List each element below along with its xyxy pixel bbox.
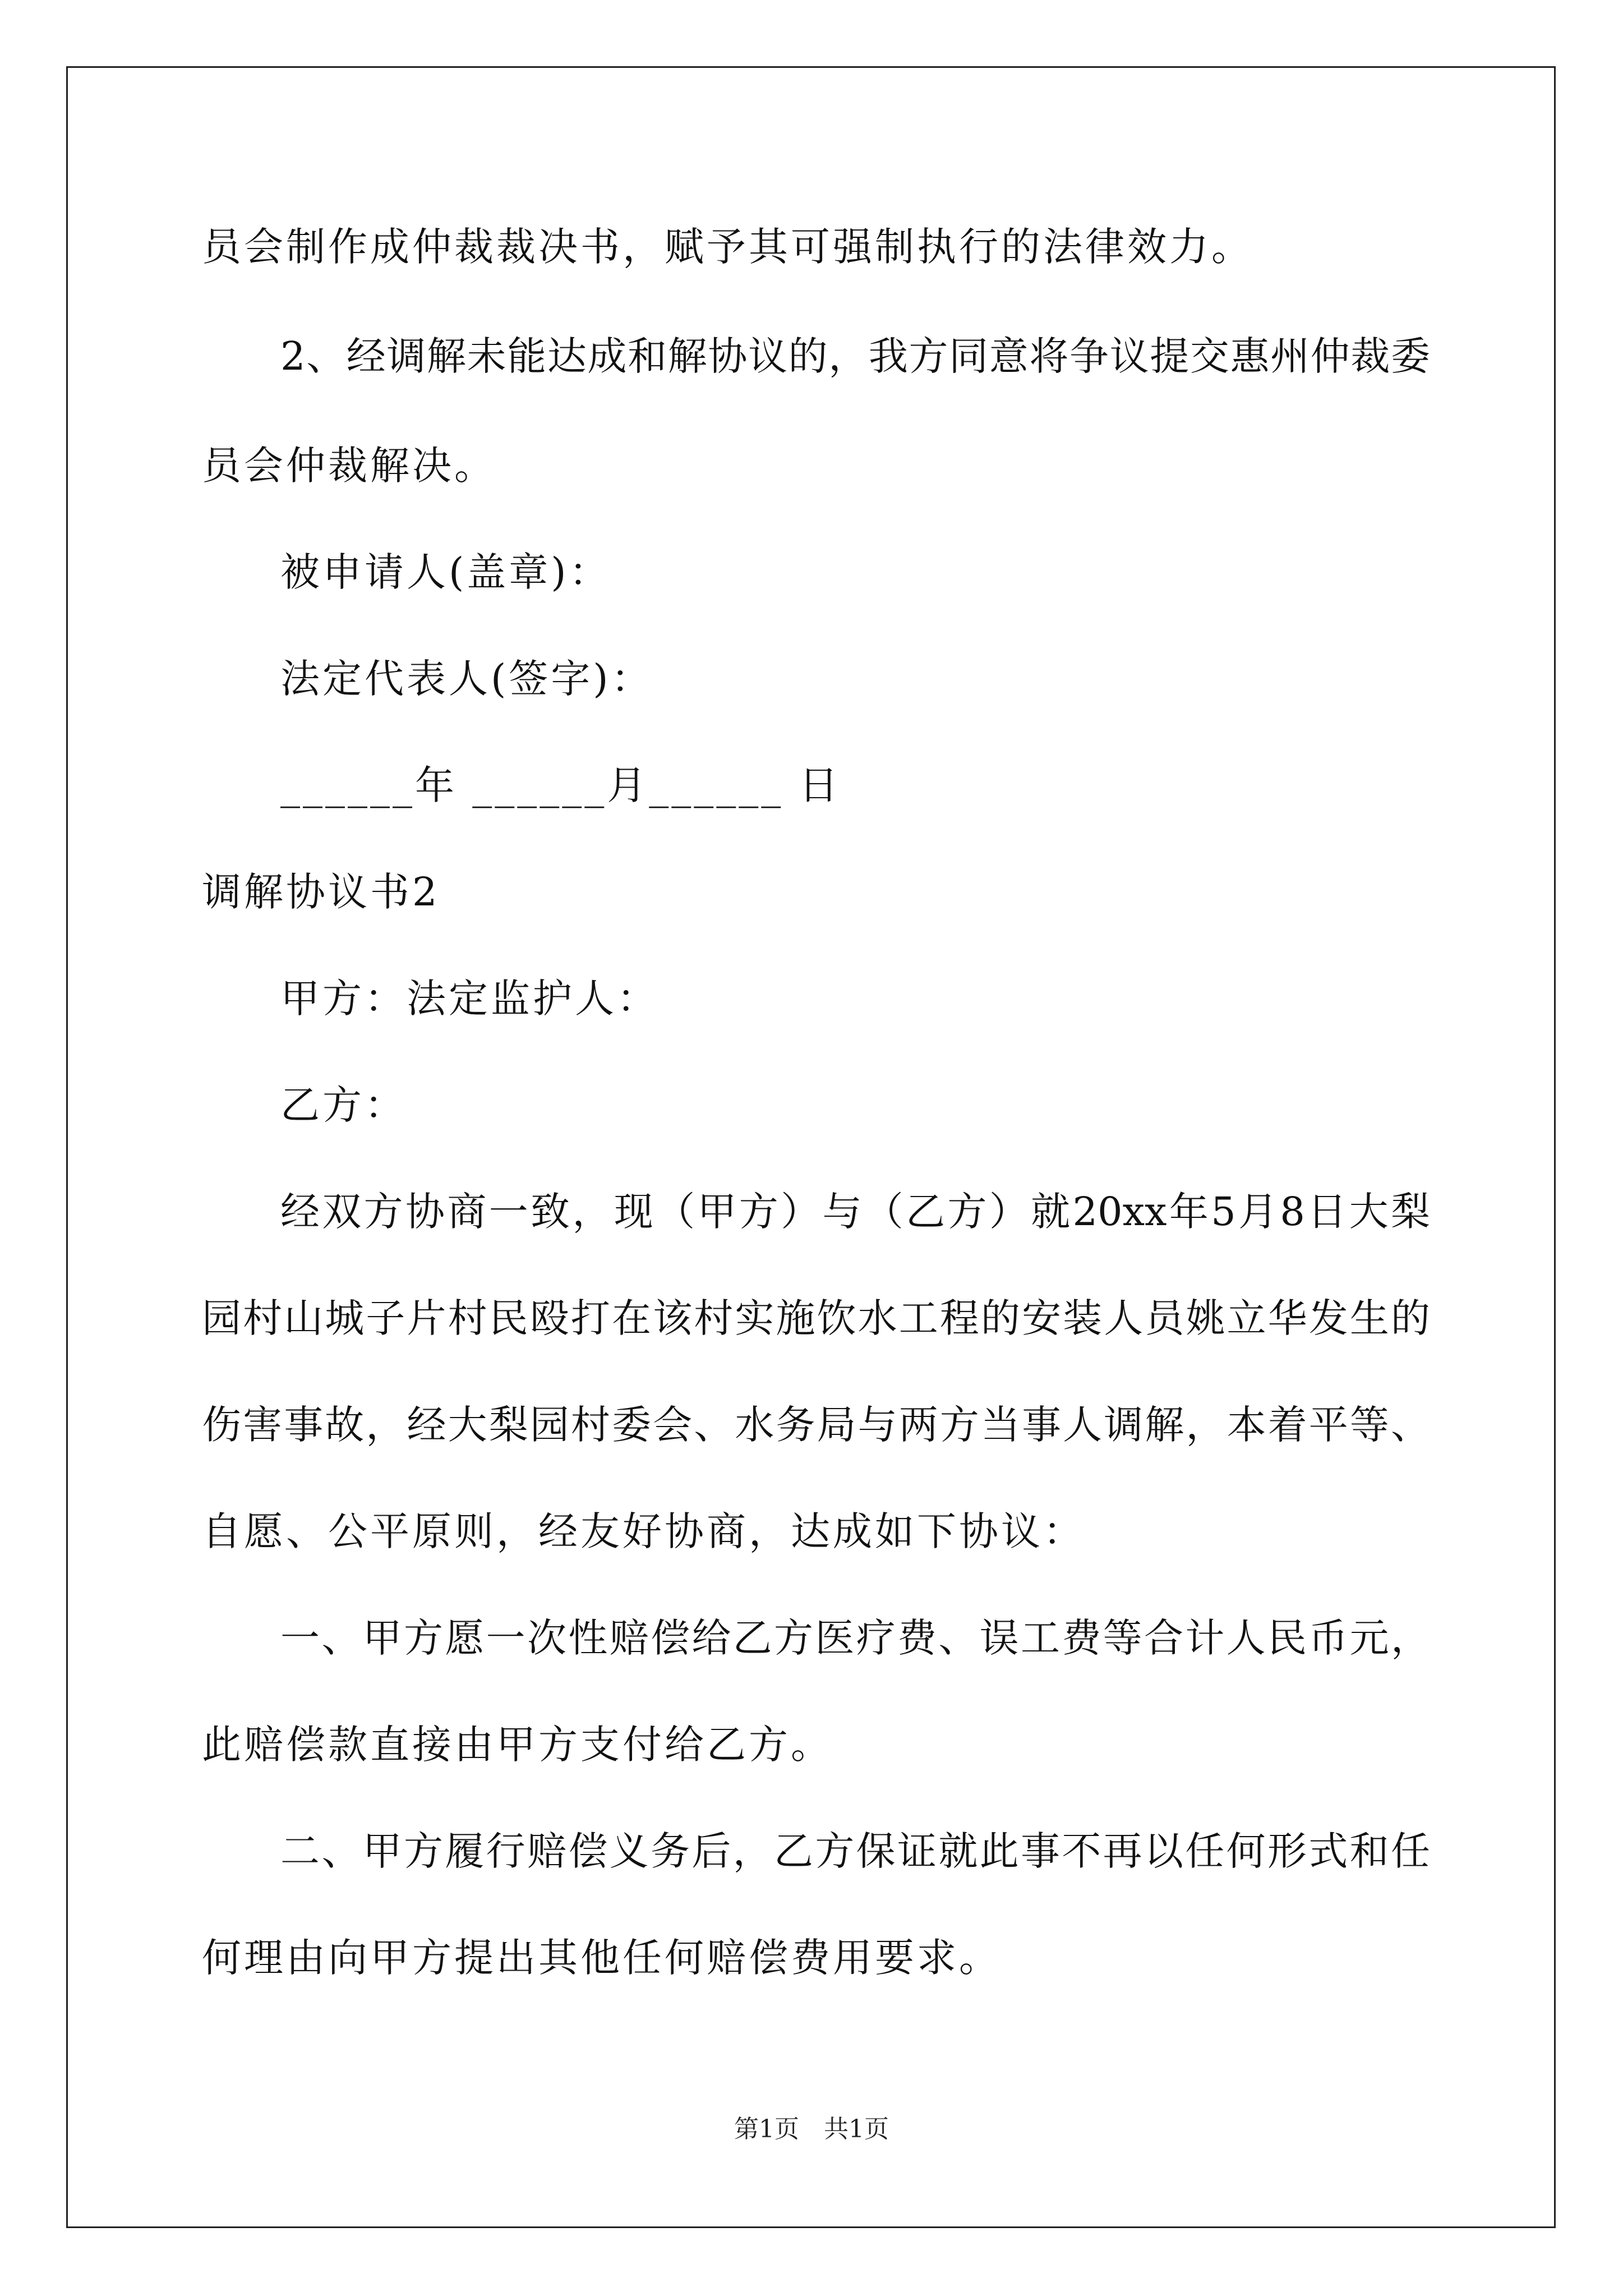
party-a-label: 甲方：法定监护人： <box>280 976 659 1022</box>
paragraph-line: 自愿、公平原则，经友好协商，达成如下协议： <box>202 1508 1085 1554</box>
respondent-seal-label: 被申请人(盖章)： <box>280 549 611 595</box>
paragraph-line: 伤害事故，经大梨园村委会、水务局与两方当事人调解，本着平等、 <box>202 1402 1430 1448</box>
paragraph-line: 园村山城子片村民殴打在该村实施饮水工程的安装人员姚立华发生的 <box>202 1295 1430 1341</box>
clause-two-line: 二、甲方履行赔偿义务后，乙方保证就此事不再以任何形式和任 <box>280 1828 1430 1874</box>
page-footer: 第1页 共1页 <box>734 2115 889 2143</box>
legal-representative-label: 法定代表人(签字)： <box>280 656 653 702</box>
paragraph-line: 经双方协商一致，现（甲方）与（乙方）就20xx年5月8日大梨 <box>280 1189 1430 1235</box>
party-b-label: 乙方： <box>280 1082 407 1128</box>
clause-one-line: 一、甲方愿一次性赔偿给乙方医疗费、误工费等合计人民币元， <box>280 1615 1430 1661</box>
text-line-clause-2: 2、经调解未能达成和解协议的，我方同意将争议提交惠州仲裁委 <box>280 333 1430 379</box>
text-line-continuation: 员会制作成仲裁裁决书，赋予其可强制执行的法律效力。 <box>202 224 1253 270</box>
text-line-clause-2-cont: 员会仲裁解决。 <box>202 443 496 489</box>
clause-two-line: 何理由向甲方提出其他任何赔偿费用要求。 <box>202 1935 1001 1981</box>
section-heading: 调解协议书2 <box>202 869 440 915</box>
date-line: ______年 ______月______ 日 <box>280 762 841 808</box>
clause-one-line: 此赔偿款直接由甲方支付给乙方。 <box>202 1722 833 1768</box>
page-border <box>66 66 1556 2228</box>
